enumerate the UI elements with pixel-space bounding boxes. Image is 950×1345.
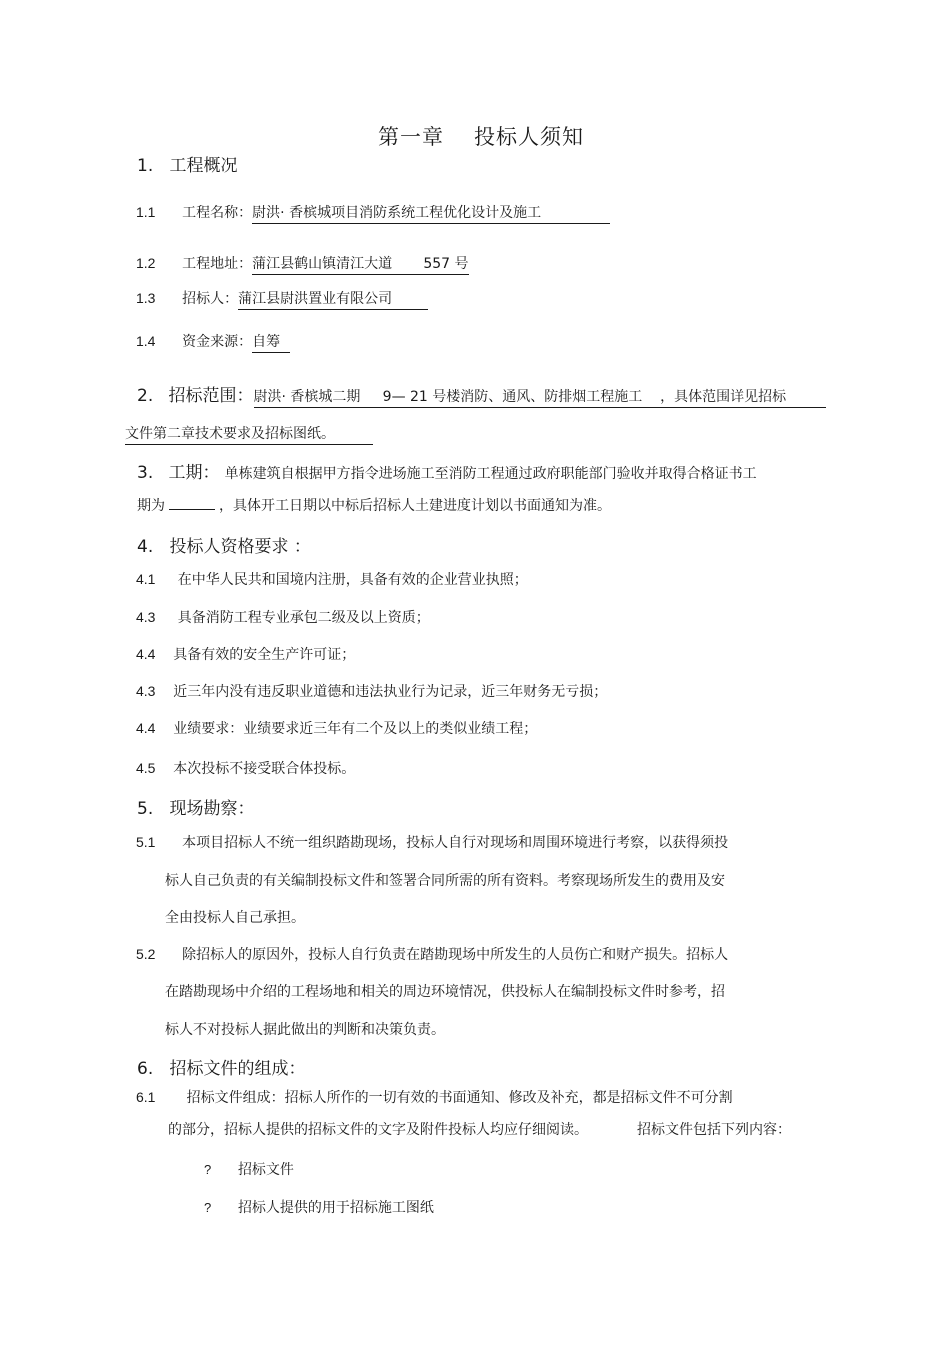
item-1-3 [136, 288, 428, 310]
item-1-4 [136, 331, 290, 353]
item-6-1 [136, 1087, 733, 1107]
item-number: 1.4 [136, 333, 156, 349]
section-5-heading [137, 794, 254, 819]
project-name-value: 尉洪· 香槟城项目消防系统工程优化设计及施工 [252, 202, 610, 224]
item-number: 5.1 [136, 834, 156, 850]
item-1-1 [136, 202, 610, 224]
item-number: 1.3 [136, 290, 156, 306]
section-title: 招标文件的组成： [169, 1059, 306, 1079]
item-label: 工程地址： [182, 256, 253, 272]
item-number: 4.1 [136, 571, 156, 587]
section-title: 工期： [168, 463, 220, 483]
chapter-title: 第一章 [378, 125, 444, 149]
paragraph-line: 标人自己负责的有关编制投标文件和签署合同所需的所有资料。考察现场所发生的费用及安 [165, 873, 725, 889]
item-4-4b [136, 718, 537, 738]
section-title: 工程概况 [169, 156, 238, 176]
paragraph-line-b: 招标文件包括下列内容： [636, 1122, 791, 1138]
item-number: 4.5 [136, 760, 156, 776]
item-text: 具备消防工程专业承包二级及以上资质； [177, 610, 430, 626]
bullet-item [204, 1197, 434, 1217]
paragraph-line: 除招标人的原因外，投标人自行负责在踏勘现场中所发生的人员伤亡和财产损失。招标人 [182, 947, 729, 963]
item-text: 具备有效的安全生产许可证； [173, 647, 356, 663]
address-number: 557 号 [423, 256, 469, 272]
item-1-2 [136, 253, 469, 275]
item-number: 1.1 [136, 204, 156, 220]
section-number: 4. [137, 537, 154, 557]
item-text: 业绩要求：业绩要求近三年有二个及以上的类似业绩工程； [173, 721, 538, 737]
scope-tail: ，具体范围详见招标 [660, 389, 787, 405]
section-2 [137, 381, 826, 408]
item-5-2 [136, 944, 728, 964]
item-text: 在中华人民共和国境内注册，具备有效的企业营业执照； [177, 572, 528, 588]
project-address-value [252, 253, 468, 275]
section-number: 1. [137, 156, 154, 176]
section-title: 招标范围： [168, 386, 254, 406]
paragraph-line: 标人不对投标人据此做出的判断和决策负责。 [165, 1022, 445, 1038]
item-4-4a [136, 644, 355, 664]
item-number: 1.2 [136, 255, 156, 271]
section-number: 2. [137, 386, 154, 406]
bullet-mark: ? [204, 1200, 212, 1215]
item-number: 4.4 [136, 646, 156, 662]
item-label: 工程名称： [182, 205, 253, 221]
duration-text: 单栋建筑自根据甲方指令进场施工至消防工程通过政府职能部门验收并取得合格证书工 [224, 466, 757, 482]
section-3 [137, 458, 757, 483]
section-title: 投标人资格要求 ： [169, 537, 311, 557]
address-street: 蒲江县鹤山镇清江大道 [252, 256, 393, 272]
chapter-subtitle: 投标人须知 [474, 125, 584, 149]
duration-suffix: ，具体开工日期以中标后招标人土建进度计划以书面通知为准。 [219, 498, 611, 514]
item-label: 招标人： [182, 291, 239, 307]
section-4-heading [137, 532, 311, 557]
item-number: 4.3 [136, 683, 156, 699]
bullet-text: 招标文件 [237, 1162, 294, 1178]
paragraph-line [168, 1119, 791, 1139]
item-number: 4.3 [136, 609, 156, 625]
bullet-item [204, 1159, 294, 1179]
paragraph-line: 招标文件组成：招标人所作的一切有效的书面通知、修改及补充，都是招标文件不可分割 [186, 1090, 733, 1106]
section-number: 3. [137, 463, 154, 483]
scope-line2: 文件第二章技术要求及招标图纸。 [125, 423, 373, 445]
item-number: 4.4 [136, 720, 156, 736]
scope-project: 尉洪· 香槟城二期 [253, 389, 361, 405]
fund-source-value: 自筹 [252, 331, 290, 353]
item-text: 近三年内没有违反职业道德和违法执业行为记录，近三年财务无亏损； [173, 684, 608, 700]
item-4-5 [136, 758, 355, 778]
item-text: 本次投标不接受联合体投标。 [173, 761, 356, 777]
section-number: 5. [137, 799, 154, 819]
paragraph-line: 全由投标人自己承担。 [165, 910, 305, 926]
item-4-3a [136, 607, 430, 627]
item-5-1 [136, 832, 728, 852]
paragraph-line-a: 的部分，招标人提供的招标文件的文字及附件投标人均应仔细阅读。 [168, 1122, 588, 1138]
duration-prefix: 期为 [137, 498, 165, 514]
section-1-heading [137, 151, 237, 176]
section-title: 现场勘察： [169, 799, 255, 819]
scope-works: 9— 21 号楼消防、通风、防排烟工程施工 [382, 389, 643, 405]
scope-value [254, 386, 826, 408]
paragraph-line: 本项目招标人不统一组织踏勘现场，投标人自行对现场和周围环境进行考察，以获得须投 [182, 835, 729, 851]
paragraph-line: 在踏勘现场中介绍的工程场地和相关的周边环境情况，供投标人在编制投标文件时参考，招 [165, 984, 725, 1000]
duration-blank [169, 497, 215, 510]
tenderer-value: 蒲江县尉洪置业有限公司 [238, 288, 428, 310]
item-4-3b [136, 681, 607, 701]
item-4-1 [136, 569, 528, 589]
section-2-continued [125, 423, 373, 445]
item-number: 6.1 [136, 1089, 156, 1105]
bullet-text: 招标人提供的用于招标施工图纸 [237, 1200, 434, 1216]
section-number: 6. [137, 1059, 154, 1079]
item-number: 5.2 [136, 946, 156, 962]
bullet-mark: ? [204, 1162, 212, 1177]
section-6-heading [137, 1054, 305, 1079]
item-label: 资金来源： [182, 334, 253, 350]
section-3-continued [137, 495, 611, 515]
